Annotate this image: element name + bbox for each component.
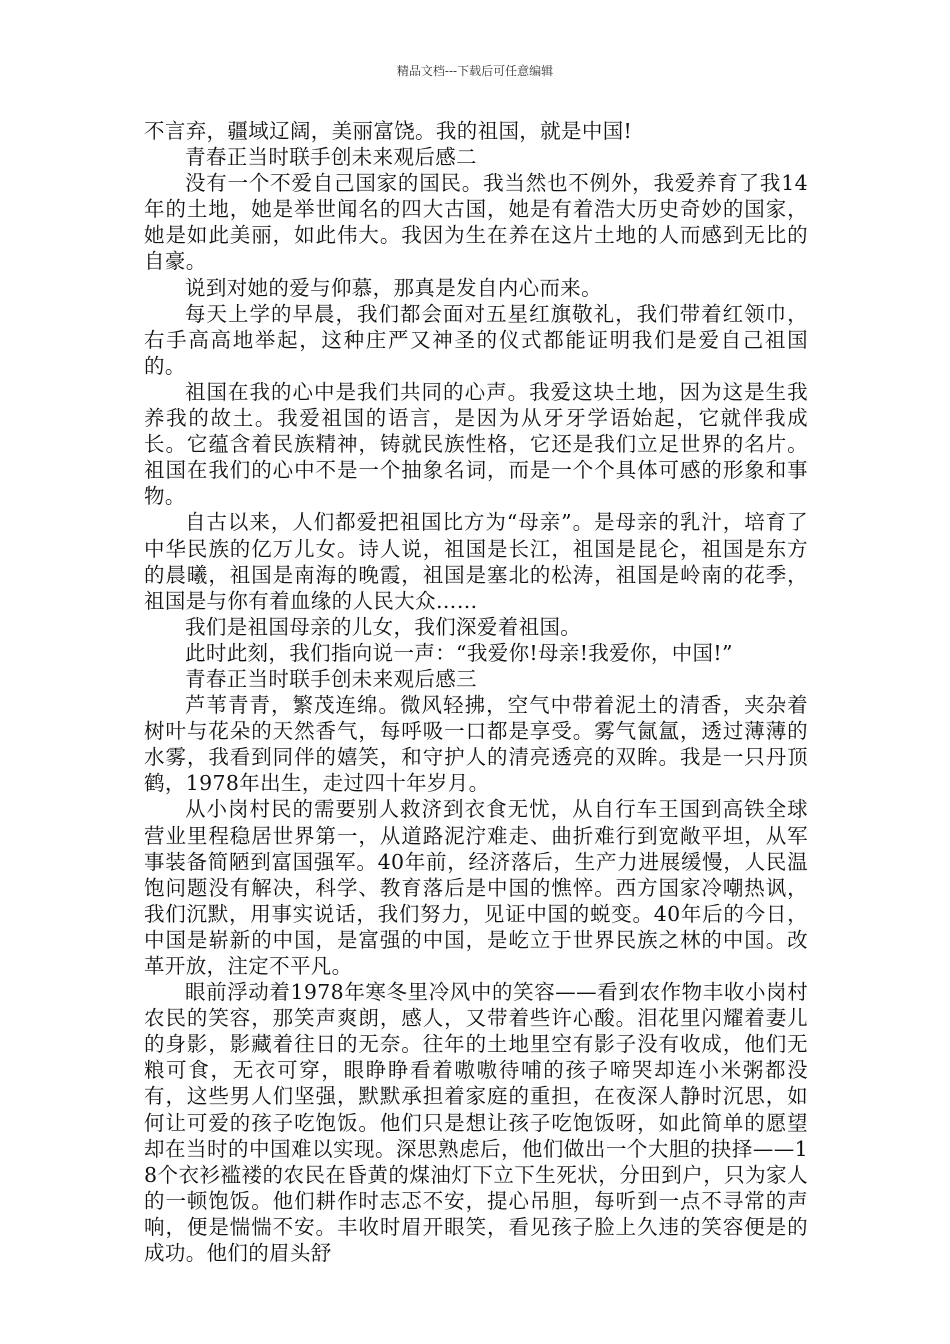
document-body [144, 118, 808, 1266]
page-header: 精品文档---下载后可任意编辑 [396, 64, 554, 78]
paragraph: 说到对她的爱与仰慕，那真是发自内心而来。 [185, 275, 602, 300]
section-heading: 青春正当时联手创未来观后感二 [185, 145, 477, 170]
paragraph: 从小岗村民的需要别人救济到衣食无忧，从自行车王国到高铁全球营业里程稳居世界第一，从道路泥泞难走、曲折难行到宽敞平坦，从军事装备简陋到富国强军。40年前，经济落后，生产力进展缓慢，人民温饱问题没有解决，科学、教育落后是中国的憔悴。西方国家冷嘲热讽，我们沉默，用事实说话，我们努力，见证中国的蜕变。40年后的今日，中国是崭新的中国，是富强的中国，是屹立于世界民族之林的中国。改革开放，注定不平凡。 [144, 797, 808, 978]
paragraph: 芦苇青青，繁茂连绵。微风轻拂，空气中带着泥土的清香，夹杂着树叶与花朵的天然香气，每呼吸一口都是享受。雾气氤氲，透过薄薄的水雾，我看到同伴的嬉笑，和守护人的清亮透亮的双眸。我是一只丹顶鹤，1978年出生，走过四十年岁月。 [144, 693, 808, 796]
paragraph: 每天上学的早晨，我们都会面对五星红旗敬礼，我们带着红领巾，右手高高地举起，这种庄严又神圣的仪式都能证明我们是爱自己祖国的。 [144, 301, 808, 378]
section-heading: 青春正当时联手创未来观后感三 [185, 666, 477, 691]
paragraph: 自古以来，人们都爱把祖国比方为“母亲”。是母亲的乳汁，培育了中华民族的亿万儿女。诗人说，祖国是长江，祖国是昆仑，祖国是东方的晨曦，祖国是南海的晚霞，祖国是塞北的松涛，祖国是岭南的花季，祖国是与你有着血缘的人民大众…… [144, 510, 808, 613]
paragraph: 不言弃，疆域辽阔，美丽富饶。我的祖国，就是中国! [144, 119, 633, 143]
paragraph: 祖国在我的心中是我们共同的心声。我爱这块土地，因为这是生我养我的故土。我爱祖国的语言，是因为从牙牙学语始起，它就伴我成长。它蕴含着民族精神，铸就民族性格，它还是我们立足世界的名片。祖国在我们的心中不是一个抽象名词，而是一个个具体可感的形象和事物。 [144, 379, 808, 509]
paragraph: 我们是祖国母亲的儿女，我们深爱着祖国。 [185, 614, 582, 639]
paragraph: 眼前浮动着1978年寒冬里冷风中的笑容——看到农作物丰收小岗村农民的笑容，那笑声爽朗，感人，又带着些许心酸。泪花里闪耀着妻儿的身影，影藏着往日的无奈。往年的土地里空有影子没有收成，他们无粮可食，无衣可穿，眼睁睁看着嗷嗷待哺的孩子啼哭却连小米粥都没有，这些男人们坚强，默默承担着家庭的重担，在夜深人静时沉思，如何让可爱的孩子吃饱饭。他们只是想让孩子吃饱饭呀，如此简单的愿望却在当时的中国难以实现。深思熟虑后，他们做出一个大胆的抉择——18个衣衫褴褛的农民在昏黄的煤油灯下立下生死状，分田到户，只为家人的一顿饱饭。他们耕作时志忑不安，提心吊胆，每听到一点不寻常的声响，便是惴惴不安。丰收时眉开眼笑，看见孩子脸上久违的笑容便是的成功。他们的眉头舒 [144, 980, 808, 1266]
paragraph: 此时此刻，我们指向说一声：“我爱你!母亲!我爱你，中国!” [185, 640, 733, 665]
paragraph: 没有一个不爱自己国家的国民。我当然也不例外，我爱养育了我14年的土地，她是举世闻名的四大古国，她是有着浩大历史奇妙的国家，她是如此美丽，如此伟大。我因为生在养在这片土地的人而感到无比的自豪。 [144, 171, 808, 274]
